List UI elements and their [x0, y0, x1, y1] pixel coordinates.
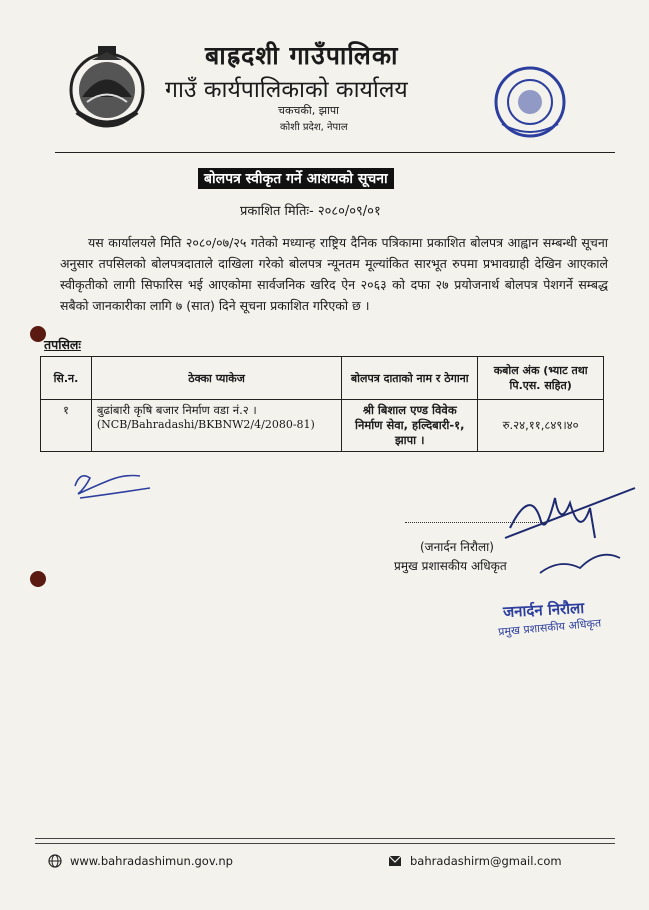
package-name: बुढांबारी कृषि बजार निर्माण वडा नं.२ । [96, 403, 257, 417]
office-seal-icon [490, 62, 570, 142]
header-package: ठेक्का प्याकेज [91, 357, 341, 400]
header-amount: कबोल अंक (भ्याट तथा पि.एस. सहित) [478, 357, 604, 400]
published-date: प्रकाशित मितिः- २०८०/०९/०१ [240, 204, 381, 219]
notice-heading: बोलपत्र स्वीकृत गर्ने आशयको सूचना [198, 168, 394, 189]
header-bidder: बोलपत्र दाताको नाम र ठेगाना [342, 357, 478, 400]
notice-body: यस कार्यालयले मिति २०८०/०७/२५ गतेको मध्यान्ह राष्ट्रिय दैनिक पत्रिकामा प्रकाशित बोलपत्र आह्वान सम्बन्धी सूचना अनुसार तपसिलको बोलपत्रदाताले दाखिला गरेको बोलपत्र न्यूनतम मूल्यांकित सारभूत रुपमा प्रभावग्राही देखिन आएकाले स्वीकृतीको लागी सिफारिस भई आएकोमा सार्वजनिक खरिद ऐन २०६३ को दफा २७ प्रयोजनार्थ बोलपत्र पेशगर्ने सम्बद्ध सबैको जानकारीका लागि ७ (सात) दिने सूचना प्रकाशित गरिएको छ । [60, 235, 608, 313]
email-text: bahradashirm@gmail.com [410, 854, 562, 868]
table-label: तपसिलः [44, 337, 81, 352]
office-name: गाउँ कार्यपालिकाको कार्यालय [165, 77, 408, 103]
nepal-emblem-icon [62, 42, 152, 132]
office-location: चकचकी, झापा [278, 104, 339, 117]
footer-email [388, 854, 562, 868]
signature-line [405, 522, 545, 523]
cell-sn: १ [41, 400, 92, 452]
stamp-name: जनार्दन निरौला [502, 598, 585, 622]
stamp-title: प्रमुख प्रशासकीय अधिकृत [497, 616, 602, 639]
header-sn: सि.न. [41, 357, 92, 400]
cell-amount: रु.२४,११,८४९।४० [478, 400, 604, 452]
office-province: कोशी प्रदेश, नेपाल [280, 122, 348, 133]
municipality-name: बाह्रदशी गाउँपालिका [205, 41, 399, 70]
package-code: (NCB/Bahradashi/BKBNW2/4/2080-81) [96, 418, 315, 431]
header-divider [55, 152, 615, 153]
table-header-row [41, 357, 604, 400]
footer-divider-top [35, 838, 615, 839]
footer-divider-bottom [35, 843, 615, 844]
signatory-title: प्रमुख प्रशासकीय अधिकृत [394, 559, 507, 573]
punch-hole [30, 571, 46, 587]
globe-icon [48, 854, 62, 868]
signatory-name: (जनार्दन निरौला) [420, 540, 494, 554]
table-row [41, 400, 604, 452]
cell-package [91, 400, 341, 452]
footer-website [48, 854, 233, 868]
website-text: www.bahradashimun.gov.np [70, 854, 233, 868]
official-signature-icon [500, 478, 640, 588]
envelope-icon [388, 855, 402, 867]
bid-table [40, 356, 604, 452]
cell-bidder: श्री बिशाल एण्ड विवेक निर्माण सेवा, हल्दिबारी-१, झापा । [342, 400, 478, 452]
initials-signature-icon [70, 466, 160, 506]
